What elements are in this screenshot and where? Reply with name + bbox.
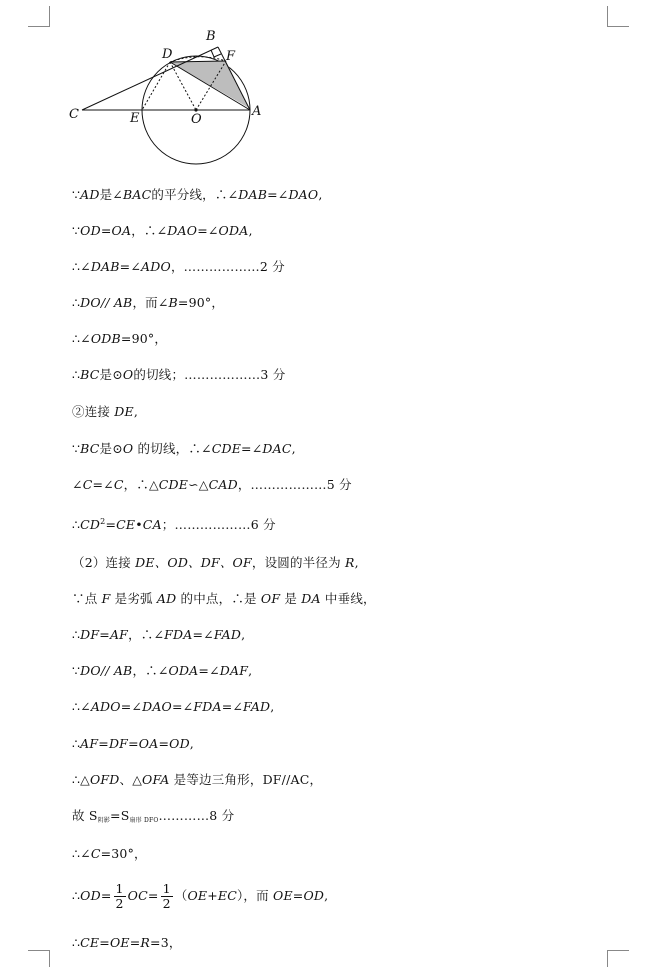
solution-line-21: ∴CE=OE=R=3， [72, 935, 182, 950]
solution-line-20: ∴OD= $\frac{1}{2}$ OC= $\frac{1}{2}$ （OE+EC），而 OE=OD, [72, 881, 329, 911]
solution-line-12: ∵点 F 是劣弧 AD 的中点，∴是 OF 是 DA 中垂线， [72, 591, 376, 606]
solution-line-17: ∴△OFD、△OFA 是等边三角形，DF//AC， [72, 772, 323, 787]
solution-line-13: ∴DF=AF，∴∠FDA=∠FAD, [72, 627, 246, 642]
segment-de-dotted [142, 62, 170, 110]
solution-line-16: ∴AF=DF=OA=OD, [72, 736, 194, 751]
solution-line-8: ∵BC是⊙O 的切线，∴∠CDE=∠DAC, [72, 441, 296, 456]
solution-line-18: 故 $S_{阴影}=S_{扇形 DFO}\dots\dots\dots\dots 8$ 分 [72, 808, 235, 824]
label-c: C [69, 107, 79, 122]
label-b: B [206, 29, 216, 44]
label-a: A [252, 104, 262, 119]
solution-line-6: ∴BC是⊙O的切线；………………3 分 [72, 367, 286, 382]
solution-line-4: ∴DO// AB，而∠B=90°， [72, 295, 225, 310]
solution-line-14: ∵DO// AB，∴∠ODA=∠DAF, [72, 663, 253, 678]
solution-line-1: ∵AD是∠BAC的平分线，∴∠DAB=∠DAO, [72, 187, 323, 202]
crop-mark [607, 26, 629, 27]
crop-mark [28, 26, 50, 27]
solution-line-10: $\therefore CD^2=CE•CA$；………………6 分 [72, 517, 276, 533]
solution-line-11: （2）连接 DE、OD、DF、OF，设圆的半径为 R, [72, 555, 359, 570]
solution-line-2: ∵OD=OA，∴∠DAO=∠ODA, [72, 223, 253, 238]
crop-mark [607, 6, 608, 27]
solution-line-15: ∴∠ADO=∠DAO=∠FDA=∠FAD, [72, 699, 275, 714]
crop-mark [49, 6, 50, 27]
label-d: D [162, 47, 173, 62]
solution-line-7: ②连接 DE, [72, 404, 139, 419]
solution-line-3: ∴∠DAB=∠ADO，………………2 分 [72, 259, 285, 274]
crop-mark [49, 950, 50, 967]
crop-mark [28, 950, 50, 951]
crop-mark [607, 950, 629, 951]
label-f: F [226, 49, 236, 64]
solution-line-19: ∴∠C=30°， [72, 846, 147, 861]
label-e: E [130, 111, 140, 126]
crop-mark [607, 950, 608, 967]
geometry-figure [60, 18, 280, 173]
fraction-half: $\frac{1}{2}$ [162, 881, 171, 911]
fraction-half: $\frac{1}{2}$ [115, 881, 124, 911]
label-o: O [191, 112, 202, 127]
solution-line-9: ∠C=∠C，∴△CDE∽△CAD，………………5 分 [72, 477, 352, 492]
solution-line-5: ∴∠ODB=90°， [72, 331, 168, 346]
